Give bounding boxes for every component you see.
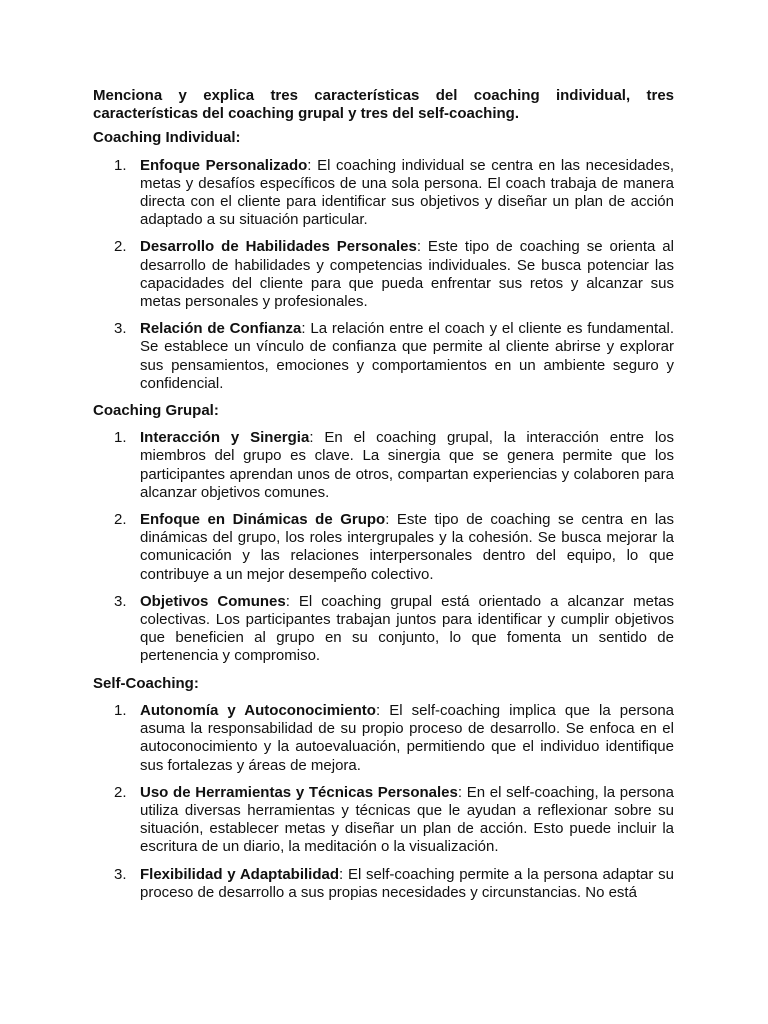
item-text: : En el self-coaching, la persona utiliza diversas herramientas y técnicas que le ayudan a reflexionar sobre su situación, establecer metas y diseñar un plan de acción. Esto puede incluir la escritura de un diario, la meditación o la visualización. <box>140 783 674 856</box>
item-term: Flexibilidad y Adaptabilidad <box>140 865 340 883</box>
item-text: : Este tipo de coaching se orienta al desarrollo de habilidades y competencias individuales. Se busca potenciar las capacidades del cliente para que pueda enfrentar sus retos y alcanzar sus metas personales y profesionales. <box>140 238 674 311</box>
item-text: : El coaching individual se centra en las necesidades, metas y desafíos específicos de una sola persona. El coach trabaja de manera directa con el cliente para identificar sus objetivos y diseñar un plan de acción adaptado a su situación particular. <box>140 156 675 229</box>
section-title-coaching-individual: Coaching Individual: <box>93 129 241 147</box>
section-title-self-coaching: Self-Coaching: <box>93 674 199 692</box>
item-term: Enfoque Personalizado <box>140 156 308 174</box>
item-term: Enfoque en Dinámicas de Grupo <box>140 511 386 529</box>
item-text: : La relación entre el coach y el cliente es fundamental. Se establece un vínculo de confianza que permite al cliente abrirse y explorar sus pensamientos, emociones y comportamientos en un ambiente seguro y confidencial. <box>140 320 674 392</box>
item-term: Interacción y Sinergia <box>140 429 310 447</box>
item-number: 1. <box>114 701 127 719</box>
item-text: : En el coaching grupal, la interacción entre los miembros del grupo es clave. La sinergia que se genera permite que los participantes aprendan unos de otros, compartan experiencias y colaboren para alcanzar objetivos comunes. <box>140 429 675 501</box>
item-number: 3. <box>114 320 127 338</box>
list-item <box>93 157 674 230</box>
section-title-coaching-grupal: Coaching Grupal: <box>93 402 219 420</box>
list-item <box>93 320 674 393</box>
list-coaching-individual <box>93 157 674 393</box>
item-text: : El coaching grupal está orientado a alcanzar metas colectivas. Los participantes trabajan juntos para identificar y cumplir objetivos que beneficien al grupo en su conjunto, lo que fomenta un sentido de pertenencia y compromiso. <box>140 592 675 665</box>
list-item <box>93 429 674 502</box>
item-number: 3. <box>114 592 127 610</box>
item-number: 3. <box>114 865 127 883</box>
item-number: 2. <box>114 783 127 801</box>
item-number: 2. <box>114 238 127 256</box>
list-item <box>93 511 674 584</box>
list-self-coaching <box>93 702 674 902</box>
item-term: Uso de Herramientas y Técnicas Personales <box>140 783 458 801</box>
list-item <box>93 593 674 666</box>
list-item <box>93 784 674 857</box>
list-item <box>93 238 674 311</box>
document-page <box>93 87 674 911</box>
item-term: Desarrollo de Habilidades Personales <box>140 238 417 256</box>
item-term: Autonomía y Autoconocimiento <box>140 701 376 719</box>
item-term: Objetivos Comunes <box>140 592 286 610</box>
list-coaching-grupal <box>93 429 674 665</box>
item-text: : El self-coaching permite a la persona adaptar su proceso de desarrollo a sus propias necesidades y circunstancias. No está <box>140 865 674 901</box>
item-number: 2. <box>114 511 127 529</box>
item-text: : El self-coaching implica que la persona asuma la responsabilidad de su propio proceso de desarrollo. Se enfoca en el autoconocimiento y la autoevaluación, permitiendo que el individuo identifique sus fortalezas y áreas de mejora. <box>140 701 674 774</box>
question-heading: Menciona y explica tres características del coaching individual, tres características del coaching grupal y tres del self-coaching. <box>93 87 674 123</box>
item-number: 1. <box>114 156 127 174</box>
list-item <box>93 866 674 902</box>
list-item <box>93 702 674 775</box>
item-number: 1. <box>114 429 127 447</box>
item-text: : Este tipo de coaching se centra en las dinámicas del grupo, los roles intergrupales y la cohesión. Se busca mejorar la comunicación y las relaciones interpersonales dentro del equipo, lo que contribuye a un mejor desempeño colectivo. <box>140 511 675 583</box>
item-term: Relación de Confianza <box>140 320 302 338</box>
